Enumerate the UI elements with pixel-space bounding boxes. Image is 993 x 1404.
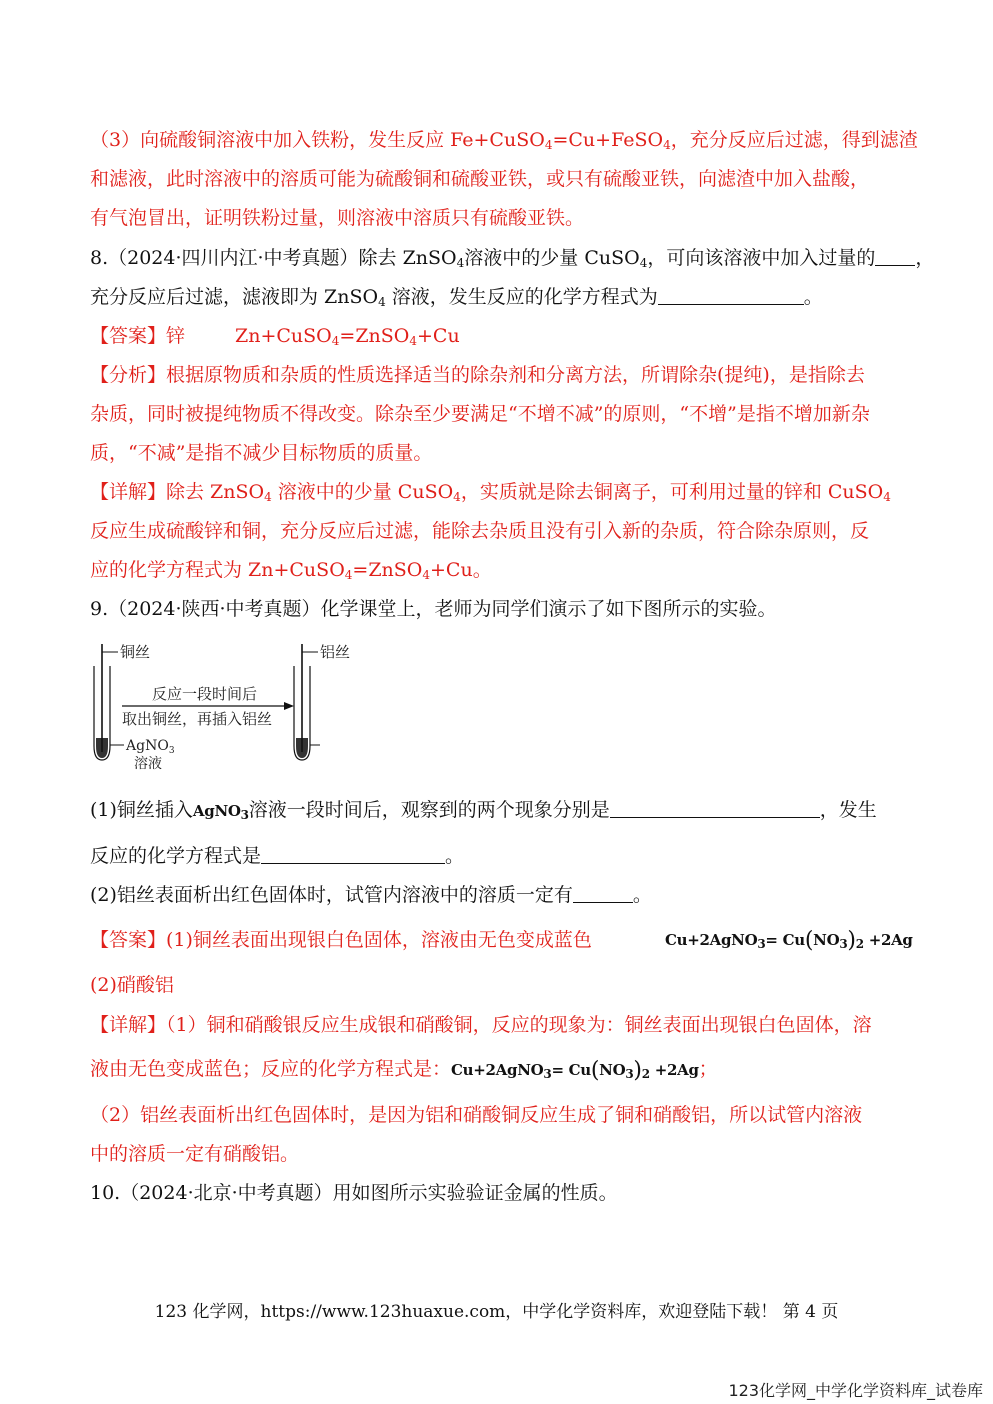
q8-detail-line1: 【详解】除去 ZnSO$_4$ 溶液中的少量 CuSO$_4$，实质就是除去铜离子，可利用过量的锌和 CuSO$_4$: [90, 481, 891, 504]
q8-analysis-line3: 质，“不减”是指不减少目标物质的质量。: [90, 442, 433, 464]
q8-detail-line2: 反应生成硫酸锌和铜，充分反应后过滤，能除去杂质且没有引入新的杂质，符合除杂原则，反: [90, 520, 870, 542]
q9-detail-line4: 中的溶质一定有硝酸铝。: [90, 1143, 300, 1165]
right-test-tube: [294, 644, 320, 760]
q9-detail-line1: 【详解】（1）铜和硝酸银反应生成银和硝酸铜，反应的现象为：铜丝表面出现银白色固体，溶: [90, 1014, 872, 1036]
q8-answer: 【答案】锌 Zn+CuSO$_4$=ZnSO$_4$+Cu: [90, 325, 460, 348]
item3-line2: 和滤液，此时溶液中的溶质可能为硫酸铜和硫酸亚铁，或只有硫酸亚铁，向滤渣中加入盐酸，: [90, 168, 870, 190]
page-footer: 123 化学网，https://www.123huaxue.com，中学化学资料库，欢迎登陆下载！ 第 4 页: [154, 1302, 839, 1322]
q8-analysis-line1: 【分析】根据原物质和杂质的性质选择适当的除杂剂和分离方法，所谓除杂(提纯)，是指除去: [90, 364, 865, 386]
q10-title: 10.（2024·北京·中考真题）用如图所示实验验证金属的性质。: [90, 1182, 618, 1204]
q9-part1-line1: (1)铜丝插入AgNO$_3$溶液一段时间后，观察到的两个现象分别是 ，发生: [90, 799, 877, 822]
q9-part1-line2: 反应的化学方程式是 。: [90, 845, 465, 867]
q9-experiment-figure: [88, 638, 368, 778]
q8-line2: 充分反应后过滤，滤液即为 ZnSO$_4$ 溶液，发生反应的化学方程式为 。: [90, 286, 823, 309]
q9-title: 9.（2024·陕西·中考真题）化学课堂上，老师为同学们演示了如下图所示的实验。: [90, 598, 777, 620]
q8-analysis-line2: 杂质，同时被提纯物质不得改变。除杂至少要满足“不增不减”的原则，“不增”是指不增加新杂: [90, 403, 870, 425]
q8-blank2[interactable]: [658, 286, 804, 305]
aluminum-wire-label: 铝丝: [320, 643, 351, 661]
item3-line1: （3）向硫酸铜溶液中加入铁粉，发生反应 Fe+CuSO$_4$=Cu+FeSO$_4$，充分反应后过滤，得到滤渣: [90, 129, 918, 152]
q9-blank2[interactable]: [261, 845, 445, 864]
step1-label: 反应一段时间后: [152, 685, 258, 703]
q9-part2: (2)铝丝表面析出红色固体时，试管内溶液中的溶质一定有 。: [90, 884, 652, 906]
q9-answer-line2: (2)硝酸铝: [90, 974, 174, 996]
q9-detail-equation: Cu+2AgNO$_3$= $Cu(NO_3)_2 +2Ag$: [451, 1058, 699, 1083]
q8-blank1[interactable]: [875, 247, 915, 266]
q9-detail-line2: 液由无色变成蓝色；反应的化学方程式是：Cu+2AgNO$_3$= $Cu(NO_3)_2 +2Ag$；: [90, 1058, 718, 1083]
process-arrow: [122, 702, 294, 710]
q9-blank3[interactable]: [573, 884, 633, 903]
q9-detail-line3: （2）铝丝表面析出红色固体时，是因为铝和硝酸铜反应生成了铜和硝酸铝，所以试管内溶液: [90, 1104, 863, 1126]
left-test-tube: [94, 644, 124, 760]
solution-label-2: 溶液: [134, 756, 162, 772]
copper-wire-label: 铜丝: [120, 643, 151, 661]
agno3-formula: AgNO$_3$: [192, 802, 249, 822]
item3-line3: 有气泡冒出，证明铁粉过量，则溶液中溶质只有硫酸亚铁。: [90, 207, 585, 229]
q9-blank1[interactable]: [610, 799, 820, 818]
q9-answer-equation: Cu+2AgNO$_3$= $Cu(NO_3)_2 +2Ag$: [665, 928, 913, 953]
site-watermark: 123化学网_中学化学资料库_试卷库: [728, 1381, 983, 1400]
q8-detail-line3: 应的化学方程式为 Zn+CuSO$_4$=ZnSO$_4$+Cu。: [90, 559, 492, 582]
q9-answer-line1: 【答案】(1)铜丝表面出现银白色固体，溶液由无色变成蓝色: [90, 929, 592, 951]
q8-line1: 8.（2024·四川内江·中考真题）除去 ZnSO$_4$溶液中的少量 CuSO$_4$，可向该溶液中加入过量的 ，: [90, 247, 935, 270]
solution-label: AgNO$_3$: [126, 738, 175, 756]
step2-label: 取出铜丝，再插入铝丝: [122, 710, 273, 728]
